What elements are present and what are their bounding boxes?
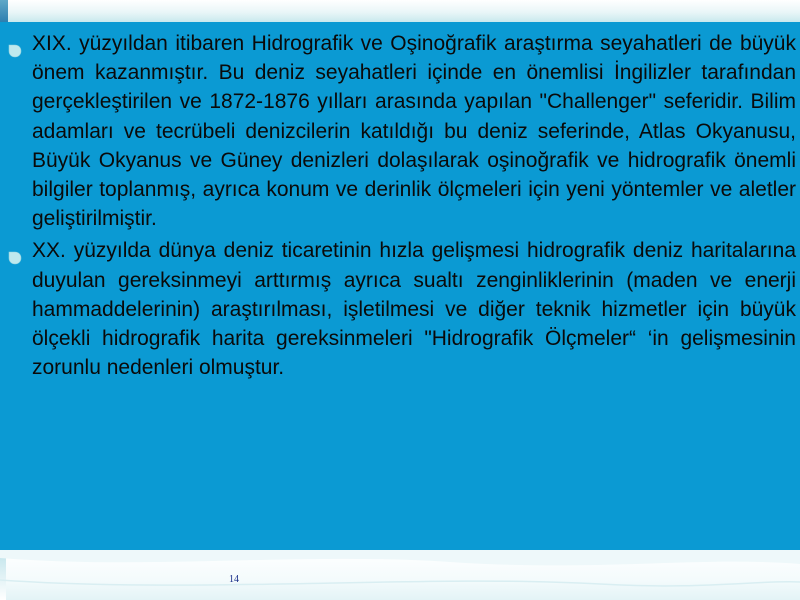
bullet-item: [6, 236, 796, 382]
bullet-text: XIX. yüzyıldan itibaren Hidrografik ve Oşinoğrafik araştırma seyahatleri de büyük önem kazanmıştır. Bu deniz seyahatleri içinde en önemlisi İngilizler tarafından gerçekleştirilen ve 1872-1876 yılları arasında yapılan "Challenger" seferidir. Bilim adamları ve tecrübeli denizcilerin katıldığı bu deniz seferinde, Atlas Okyanusu, Büyük Okyanus ve Güney denizleri dolaşılarak oşinoğrafik ve hidrografik önemli bilgiler toplanmış, ayrıca konum ve derinlik ölçmeleri için yeni yöntemler ve aletler geliştirilmiştir.: [32, 32, 796, 231]
decorative-wave: [0, 550, 800, 600]
slide-footer-area: [0, 550, 800, 600]
bullet-item: [6, 29, 796, 233]
bullet-list: [6, 29, 796, 385]
bullet-text: XX. yüzyılda dünya deniz ticaretinin hızla gelişmesi hidrografik deniz haritalarına duyulan gereksinmeyi arttırmış ayrıca sualtı zenginliklerinin (maden ve enerji hammaddelerinin) araştırılması, işletilmesi ve diğer teknik hizmetler için büyük ölçekli hidrografik harita gereksinmeleri "Hidrografik Ölçmeler“ ‘in gelişmesinin zorunlu nedenleri olmuştur.: [32, 239, 796, 380]
slide-number: 14: [229, 574, 239, 585]
teardrop-bullet-icon: [8, 37, 22, 51]
slide-top-band: [0, 0, 800, 22]
teardrop-bullet-icon: [8, 244, 22, 258]
